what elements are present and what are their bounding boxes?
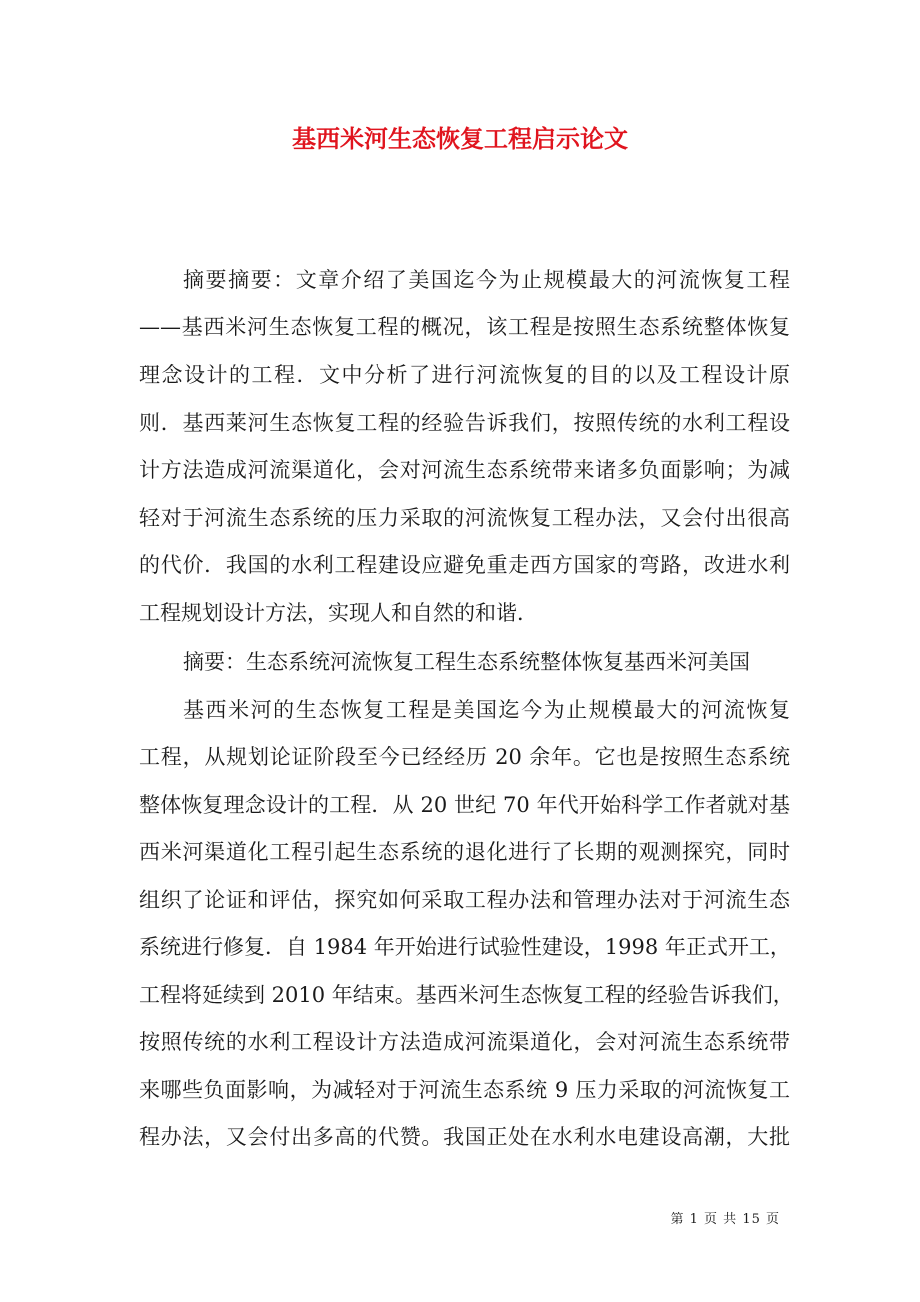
page-number: 第 1 页 共 15 页	[670, 1212, 780, 1227]
text-line: 的代价．我国的水利工程建设应避免重走西方国家的弯路，改进水利	[139, 553, 790, 577]
text-line: 工程规划设计方法，实现人和自然的和谐．	[139, 601, 538, 625]
text-line: 工程，从规划论证阶段至今已经经历 20 余年。它也是按照生态系统	[139, 745, 790, 769]
text-line: 摘要摘要：文章介绍了美国迄今为止规模最大的河流恢复工程	[183, 268, 790, 292]
text-line: 计方法造成河流渠道化，会对河流生态系统带来诸多负面影响；为减	[139, 458, 790, 482]
text-line: 程办法，又会付出多高的代赞。我国正处在水利水电建设高潮，大批	[139, 1125, 790, 1149]
document-title: 基西米河生态恢复工程启示论文	[292, 124, 628, 153]
text-line: 基西米河的生态恢复工程是美国迄今为止规模最大的河流恢复	[183, 698, 790, 722]
text-line: 则．基西莱河生态恢复工程的经验告诉我们，按照传统的水利工程设	[139, 411, 790, 435]
keywords-line: 摘要：生态系统河流恢复工程生态系统整体恢复基西米河美国	[183, 650, 750, 674]
text-line: 西米河渠道化工程引起生态系统的退化进行了长期的观测探究，同时	[139, 840, 790, 864]
text-line: 工程将延续到 2010 年结束。基西米河生态恢复工程的经验告诉我们，	[139, 983, 794, 1007]
text-line: 系统进行修复．自 1984 年开始进行试验性建设，1998 年正式开工，	[139, 935, 791, 959]
text-line: ——基西米河生态恢复工程的概况，该工程是按照生态系统整体恢复	[139, 315, 790, 339]
text-line: 来哪些负面影响，为减轻对于河流生态系统 9 压力采取的河流恢复工	[139, 1078, 790, 1102]
text-line: 组织了论证和评估，探究如何采取工程办法和管理办法对于河流生态	[139, 888, 790, 912]
text-line: 理念设计的工程．文中分析了进行河流恢复的目的以及工程设计原	[139, 363, 790, 387]
text-line: 整体恢复理念设计的工程．从 20 世纪 70 年代开始科学工作者就对基	[139, 793, 790, 817]
text-line: 按照传统的水利工程设计方法造成河流渠道化，会对河流生态系统带	[139, 1030, 790, 1054]
text-line: 轻对于河流生态系统的压力采取的河流恢复工程办法，又会付出很高	[139, 506, 790, 530]
